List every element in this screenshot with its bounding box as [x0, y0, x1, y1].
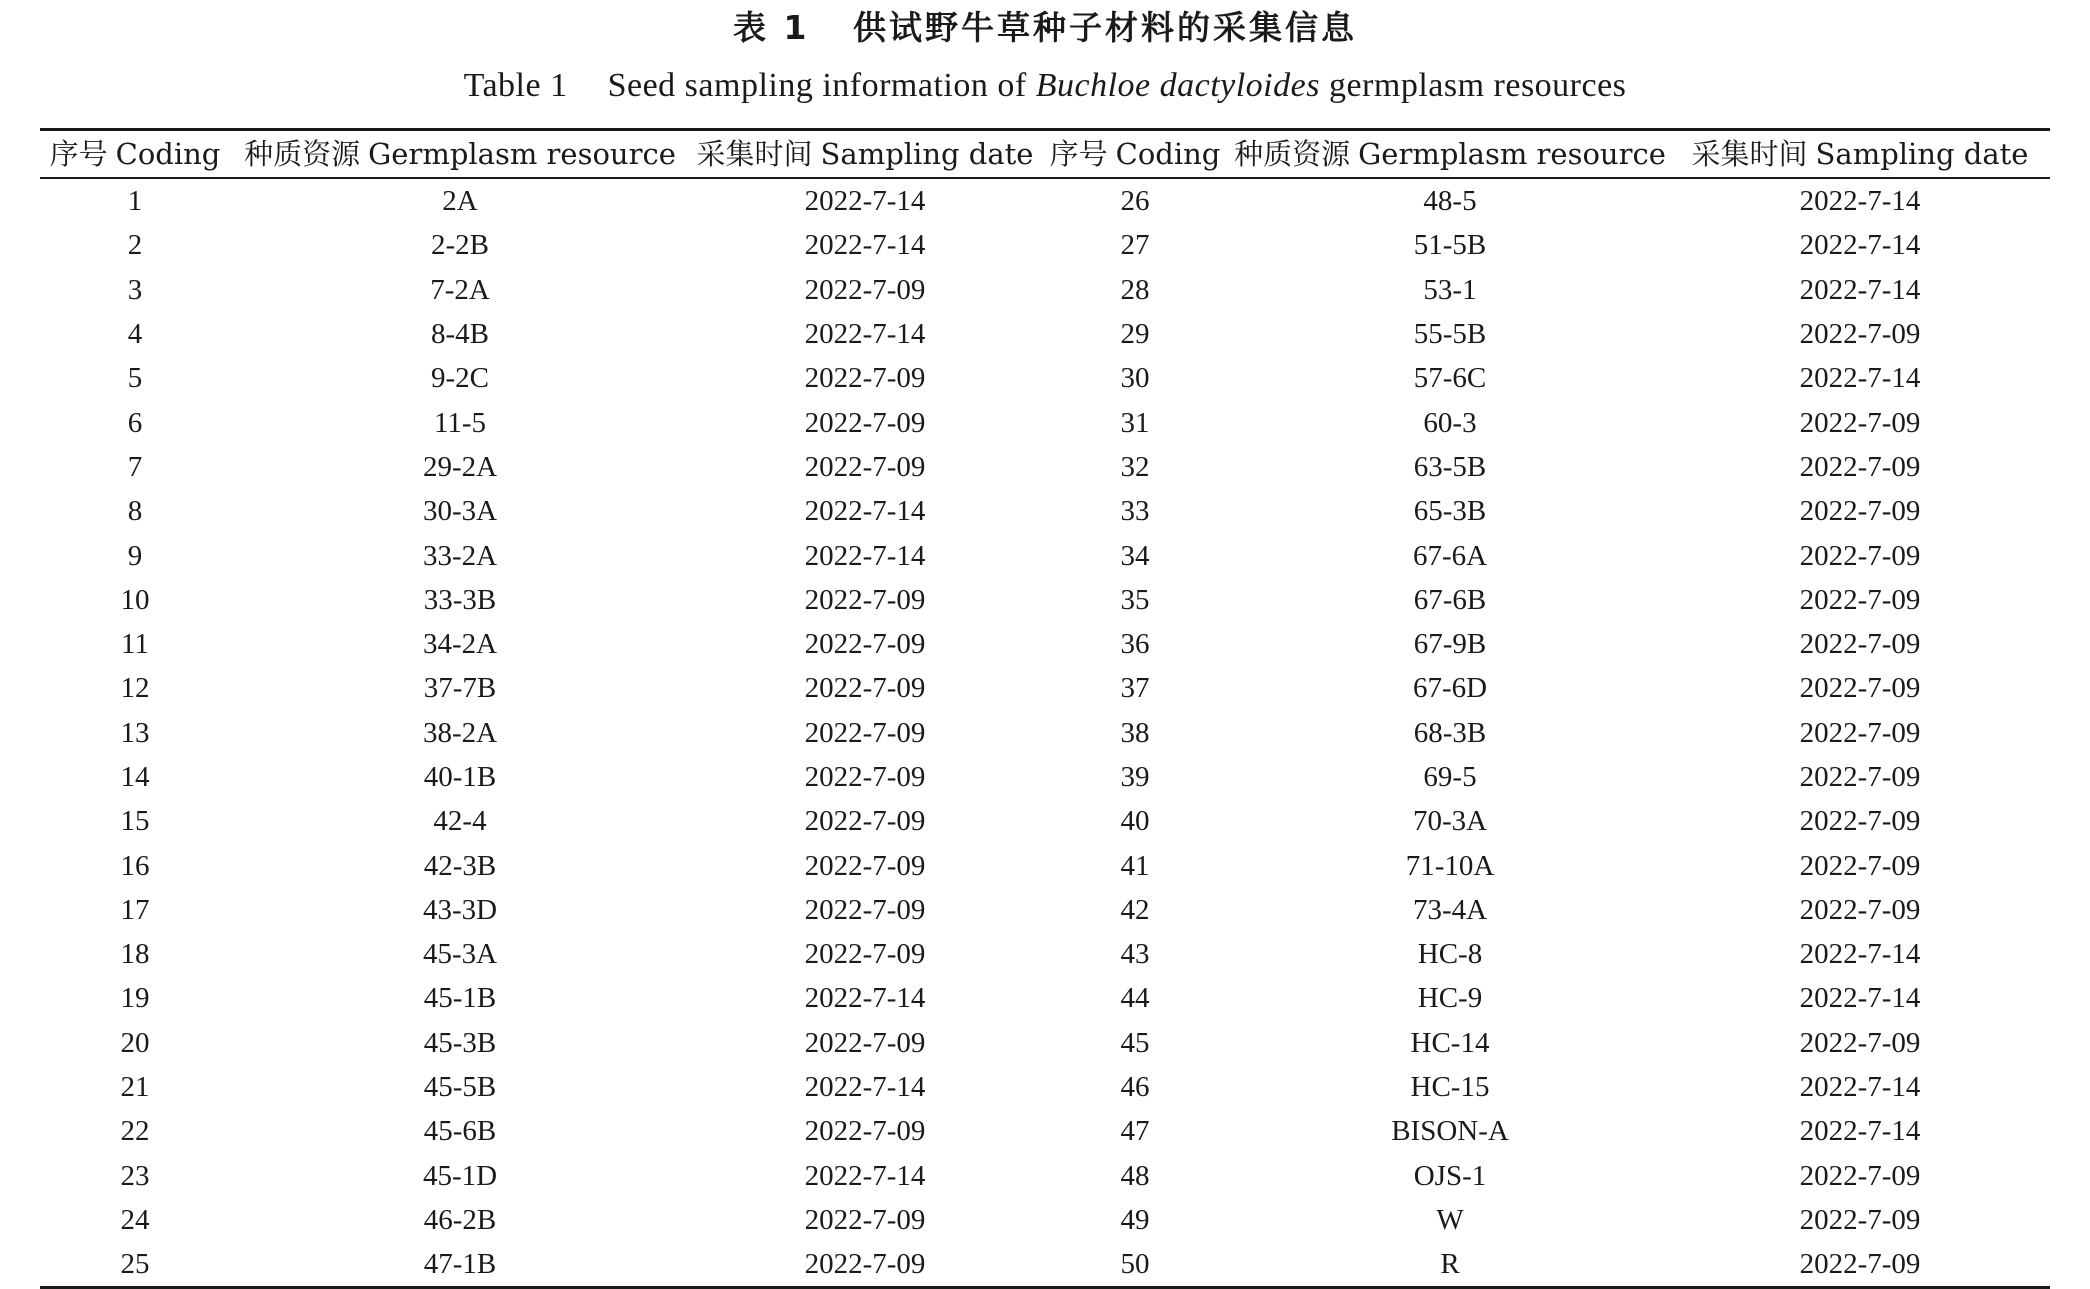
cell-coding-left: 10: [120, 583, 150, 616]
cell-date-right: 2022-7-09: [1799, 1026, 1921, 1059]
table-header: [40, 130, 2050, 179]
cell-coding-left: 12: [120, 672, 150, 705]
cell-date-right: 2022-7-14: [1799, 982, 1921, 1015]
header-date-en: Sampling date: [1815, 137, 2029, 171]
cell-germplasm-right: 67-6A: [1412, 539, 1488, 572]
header-date-left: [690, 130, 1040, 179]
cell-date-right: 2022-7-09: [1799, 849, 1921, 882]
cell-date-left: 2022-7-09: [804, 273, 926, 306]
cell-date-left: 2022-7-14: [804, 982, 926, 1015]
cell-germplasm-left: 45-6B: [423, 1115, 497, 1148]
cell-date-right: 2022-7-14: [1799, 273, 1921, 306]
cell-date-right: 2022-7-09: [1799, 539, 1921, 572]
table-row: [40, 400, 2050, 444]
cell-germplasm-left: 34-2A: [422, 628, 498, 661]
cell-coding-left: 20: [120, 1026, 150, 1059]
cell-coding-left: 3: [127, 273, 143, 306]
cell-coding-right: 40: [1120, 805, 1150, 838]
header-coding-cn: 序号: [49, 137, 108, 171]
cell-germplasm-right: HC-9: [1417, 982, 1483, 1015]
cell-date-right: 2022-7-09: [1799, 583, 1921, 616]
cell-date-left: 2022-7-14: [804, 229, 926, 262]
cell-coding-right: 35: [1120, 583, 1150, 616]
table-label-cn: 表 1: [733, 8, 810, 47]
header-date-en: Sampling date: [820, 137, 1034, 171]
cell-coding-left: 24: [120, 1203, 150, 1236]
cell-coding-left: 2: [127, 229, 143, 262]
header-coding-en: Coding: [115, 137, 221, 171]
header-germplasm-en: Germplasm resource: [1358, 137, 1666, 171]
cell-germplasm-left: 37-7B: [423, 672, 497, 705]
cell-date-left: 2022-7-09: [804, 362, 926, 395]
cell-date-right: 2022-7-09: [1799, 672, 1921, 705]
cell-date-left: 2022-7-09: [804, 450, 926, 483]
table-row: [40, 622, 2050, 666]
table-title-english: [0, 64, 2090, 108]
cell-germplasm-right: 63-5B: [1413, 450, 1487, 483]
cell-date-left: 2022-7-09: [804, 406, 926, 439]
cell-coding-left: 6: [127, 406, 143, 439]
cell-germplasm-left: 33-2A: [422, 539, 498, 572]
cell-date-left: 2022-7-09: [804, 628, 926, 661]
table-row: [40, 1021, 2050, 1065]
cell-germplasm-left: 2A: [442, 185, 478, 218]
cell-germplasm-left: 45-1B: [423, 982, 497, 1015]
table-row: [40, 178, 2050, 223]
header-germplasm-left: [230, 130, 690, 179]
cell-coding-left: 22: [120, 1115, 150, 1148]
cell-date-left: 2022-7-09: [804, 893, 926, 926]
header-date-right: [1670, 130, 2050, 179]
cell-coding-right: 34: [1120, 539, 1150, 572]
cell-date-right: 2022-7-09: [1799, 406, 1921, 439]
header-germplasm-right: [1230, 130, 1670, 179]
cell-coding-left: 21: [120, 1071, 150, 1104]
table-title-en-after: germplasm resources: [1328, 67, 1627, 104]
cell-date-right: 2022-7-14: [1799, 1115, 1921, 1148]
table-row: [40, 666, 2050, 710]
header-coding-right: [1040, 130, 1230, 179]
table-row: [40, 578, 2050, 622]
cell-date-right: 2022-7-09: [1799, 805, 1921, 838]
cell-coding-right: 28: [1120, 273, 1150, 306]
header-date-cn: 采集时间: [1691, 137, 1808, 171]
header-row: [40, 130, 2050, 179]
cell-coding-right: 37: [1120, 672, 1150, 705]
cell-germplasm-right: 73-4A: [1412, 893, 1488, 926]
cell-germplasm-right: 57-6C: [1413, 362, 1487, 395]
cell-coding-left: 5: [127, 362, 143, 395]
cell-date-right: 2022-7-14: [1799, 938, 1921, 971]
cell-coding-left: 18: [120, 938, 150, 971]
cell-coding-right: 43: [1120, 938, 1150, 971]
table-row: [40, 711, 2050, 755]
table-row: [40, 755, 2050, 799]
cell-germplasm-right: 68-3B: [1413, 716, 1487, 749]
cell-coding-right: 50: [1120, 1248, 1150, 1281]
cell-date-left: 2022-7-09: [804, 1203, 926, 1236]
cell-coding-left: 23: [120, 1159, 150, 1192]
table-row: [40, 533, 2050, 577]
table-row: [40, 888, 2050, 932]
table-row: [40, 312, 2050, 356]
cell-germplasm-right: 51-5B: [1413, 229, 1487, 262]
cell-germplasm-right: 67-6D: [1412, 672, 1488, 705]
cell-germplasm-right: 67-9B: [1413, 628, 1487, 661]
cell-germplasm-left: 7-2A: [430, 273, 490, 306]
cell-date-left: 2022-7-09: [804, 761, 926, 793]
cell-date-left: 2022-7-14: [804, 318, 926, 351]
table-label-en: Table 1: [463, 67, 568, 104]
cell-germplasm-right: W: [1436, 1203, 1464, 1236]
cell-date-right: 2022-7-14: [1799, 362, 1921, 395]
cell-germplasm-left: 8-4B: [431, 318, 489, 351]
cell-coding-right: 47: [1120, 1115, 1150, 1148]
header-coding-left: [40, 130, 230, 179]
cell-germplasm-right: 70-3A: [1412, 805, 1488, 838]
cell-coding-right: 46: [1120, 1071, 1150, 1104]
cell-coding-right: 41: [1120, 849, 1150, 882]
cell-coding-right: 33: [1120, 495, 1150, 528]
cell-germplasm-left: 11-5: [433, 406, 487, 439]
cell-germplasm-left: 45-5B: [423, 1071, 497, 1104]
cell-date-left: 2022-7-09: [804, 849, 926, 882]
cell-date-right: 2022-7-09: [1799, 1159, 1921, 1192]
cell-germplasm-left: 40-1B: [423, 761, 497, 793]
species-name: Buchloe dactyloides: [1035, 67, 1320, 104]
cell-coding-right: 48: [1120, 1159, 1150, 1192]
cell-date-right: 2022-7-09: [1799, 495, 1921, 528]
table-title-cn-text: 供试野牛草种子材料的采集信息: [852, 8, 1357, 47]
table-row: [40, 223, 2050, 267]
cell-coding-left: 11: [121, 628, 149, 661]
cell-germplasm-left: 47-1B: [423, 1248, 497, 1281]
cell-date-right: 2022-7-09: [1799, 1248, 1921, 1281]
table-row: [40, 445, 2050, 489]
cell-coding-right: 45: [1120, 1026, 1150, 1059]
header-date-cn: 采集时间: [696, 137, 813, 171]
cell-coding-left: 16: [120, 849, 150, 882]
cell-coding-right: 29: [1120, 318, 1150, 351]
cell-germplasm-left: 45-3A: [422, 938, 498, 971]
cell-coding-left: 17: [120, 893, 150, 926]
cell-date-left: 2022-7-09: [804, 1026, 926, 1059]
header-coding-cn: 序号: [1049, 137, 1108, 171]
cell-coding-right: 30: [1120, 362, 1150, 395]
cell-date-left: 2022-7-14: [804, 185, 926, 218]
table-row: [40, 976, 2050, 1020]
cell-date-right: 2022-7-09: [1799, 761, 1921, 793]
cell-germplasm-left: 43-3D: [422, 893, 498, 926]
cell-germplasm-right: 48-5: [1423, 185, 1477, 218]
cell-coding-right: 39: [1120, 761, 1150, 793]
cell-germplasm-right: BISON-A: [1391, 1115, 1509, 1148]
cell-date-left: 2022-7-09: [804, 1115, 926, 1148]
cell-date-right: 2022-7-14: [1799, 229, 1921, 262]
cell-germplasm-left: 2-2B: [431, 229, 489, 262]
table-row: [40, 1198, 2050, 1242]
table-row: [40, 1065, 2050, 1109]
cell-date-right: 2022-7-09: [1799, 628, 1921, 661]
cell-germplasm-right: HC-15: [1410, 1071, 1490, 1104]
header-germplasm-cn: 种质资源: [1234, 137, 1351, 171]
cell-coding-left: 13: [120, 716, 150, 749]
cell-date-right: 2022-7-09: [1799, 318, 1921, 351]
cell-coding-right: 38: [1120, 716, 1150, 749]
cell-germplasm-right: 71-10A: [1405, 849, 1495, 882]
table-row: [40, 1154, 2050, 1198]
cell-germplasm-right: R: [1440, 1248, 1460, 1281]
sampling-table-container: [40, 128, 2050, 1289]
cell-coding-right: 36: [1120, 628, 1150, 661]
cell-date-right: 2022-7-09: [1799, 450, 1921, 483]
cell-germplasm-left: 38-2A: [422, 716, 498, 749]
cell-date-left: 2022-7-14: [804, 1071, 926, 1104]
cell-germplasm-right: 69-5: [1423, 761, 1477, 793]
header-coding-en: Coding: [1115, 137, 1221, 171]
cell-germplasm-left: 30-3A: [422, 495, 498, 528]
cell-date-right: 2022-7-09: [1799, 716, 1921, 749]
cell-coding-left: 15: [120, 805, 150, 838]
cell-coding-left: 25: [120, 1248, 150, 1281]
cell-germplasm-right: OJS-1: [1413, 1159, 1487, 1192]
header-germplasm-en: Germplasm resource: [368, 137, 676, 171]
table-row: [40, 843, 2050, 887]
cell-coding-right: 49: [1120, 1203, 1150, 1236]
cell-date-left: 2022-7-09: [804, 672, 926, 705]
header-germplasm-cn: 种质资源: [244, 137, 361, 171]
cell-germplasm-right: HC-8: [1417, 938, 1483, 971]
cell-coding-left: 1: [127, 185, 143, 218]
cell-germplasm-right: HC-14: [1410, 1026, 1490, 1059]
cell-date-left: 2022-7-09: [804, 1248, 926, 1281]
cell-germplasm-right: 65-3B: [1413, 495, 1487, 528]
table-body: [40, 178, 2050, 1288]
table-row: [40, 1109, 2050, 1153]
cell-germplasm-left: 46-2B: [423, 1203, 497, 1236]
cell-date-left: 2022-7-09: [804, 716, 926, 749]
cell-coding-left: 14: [120, 761, 150, 793]
cell-date-left: 2022-7-09: [804, 938, 926, 971]
cell-coding-right: 31: [1120, 406, 1150, 439]
cell-coding-right: 32: [1120, 450, 1150, 483]
cell-germplasm-left: 29-2A: [422, 450, 498, 483]
cell-date-left: 2022-7-14: [804, 539, 926, 572]
cell-date-right: 2022-7-09: [1799, 1203, 1921, 1236]
cell-germplasm-right: 60-3: [1423, 406, 1477, 439]
table-row: [40, 356, 2050, 400]
cell-date-right: 2022-7-14: [1799, 1071, 1921, 1104]
table-row: [40, 489, 2050, 533]
cell-date-left: 2022-7-14: [804, 1159, 926, 1192]
table-title-chinese: [0, 6, 2090, 50]
cell-coding-left: 19: [120, 982, 150, 1015]
cell-date-right: 2022-7-09: [1799, 893, 1921, 926]
table-row: [40, 799, 2050, 843]
cell-coding-left: 7: [127, 450, 143, 483]
table-title-en-before: Seed sampling information of: [607, 67, 1027, 104]
cell-germplasm-left: 45-1D: [422, 1159, 498, 1192]
cell-date-left: 2022-7-09: [804, 583, 926, 616]
cell-coding-right: 27: [1120, 229, 1150, 262]
cell-coding-left: 9: [127, 539, 143, 572]
cell-germplasm-right: 55-5B: [1413, 318, 1487, 351]
cell-germplasm-left: 42-3B: [423, 849, 497, 882]
cell-germplasm-left: 42-4: [433, 805, 487, 838]
table-row: [40, 1242, 2050, 1288]
cell-date-left: 2022-7-14: [804, 495, 926, 528]
cell-coding-right: 42: [1120, 893, 1150, 926]
table-row: [40, 268, 2050, 312]
cell-date-right: 2022-7-14: [1799, 185, 1921, 218]
cell-germplasm-right: 53-1: [1423, 273, 1477, 306]
cell-germplasm-left: 45-3B: [423, 1026, 497, 1059]
cell-date-left: 2022-7-09: [804, 805, 926, 838]
cell-coding-right: 44: [1120, 982, 1150, 1015]
cell-germplasm-right: 67-6B: [1413, 583, 1487, 616]
cell-coding-left: 4: [127, 318, 143, 351]
cell-germplasm-left: 33-3B: [423, 583, 497, 616]
cell-coding-left: 8: [127, 495, 143, 528]
cell-coding-right: 26: [1120, 185, 1150, 218]
table-row: [40, 932, 2050, 976]
sampling-table: [40, 128, 2050, 1289]
cell-germplasm-left: 9-2C: [431, 362, 489, 395]
